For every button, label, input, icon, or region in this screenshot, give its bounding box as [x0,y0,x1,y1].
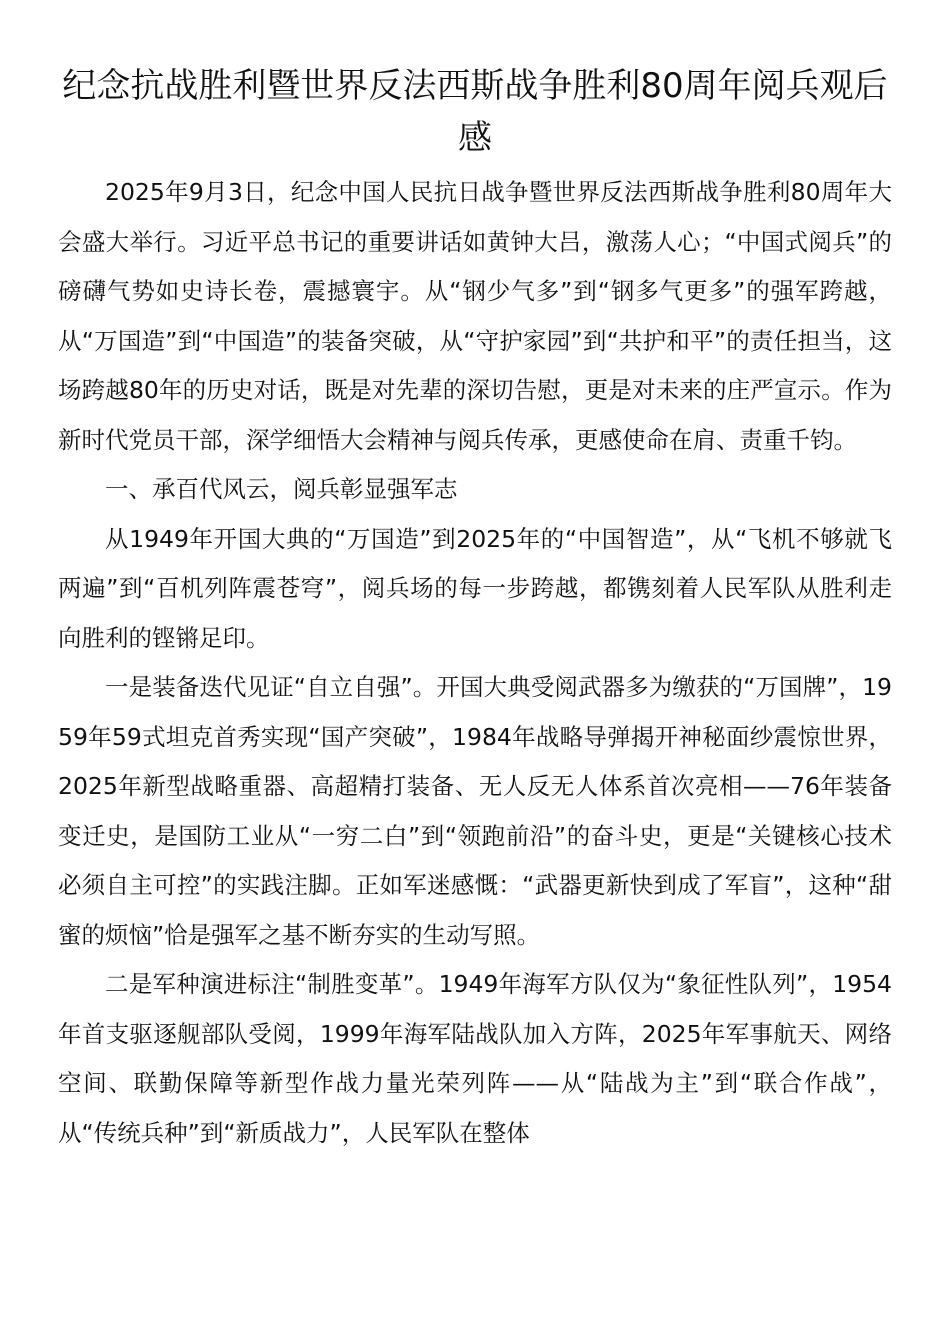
paragraph-equipment: 一是装备迭代见证“自立自强”。开国大典受阅武器多为缴获的“万国牌”，1959年59式坦克首秀实现“国产突破”，1984年战略导弹揭开神秘面纱震惊世界，2025年新型战略重器、高超精打装备、无人反无人体系首次亮相——76年装备变迁史，是国防工业从“一穷二白”到“领跑前沿”的奋斗史，更是“关键核心技术必须自主可控”的实践注脚。正如军迷感慨：“武器更新快到成了军盲”，这种“甜蜜的烦恼”恰是强军之基不断夯实的生动写照。 [58,673,892,949]
document-page [58,60,892,1158]
paragraph-services: 二是军种演进标注“制胜变革”。1949年海军方队仅为“象征性队列”，1954年首支驱逐舰部队受阅，1999年海军陆战队加入方阵，2025年军事航天、网络空间、联勤保障等新型作战力量光荣列阵——从“陆战为主”到“联合作战”，从“传统兵种”到“新质战力”，人民军队在整体 [58,970,892,1147]
section-heading-1: 一、承百代风云，阅兵彰显强军志 [105,475,458,503]
paragraph-section-1-intro: 从1949年开国大典的“万国造”到2025年的“中国智造”，从“飞机不够就飞两遍”到“百机列阵震苍穹”，阅兵场的每一步跨越，都镌刻着人民军队从胜利走向胜利的铿锵足印。 [58,524,892,652]
paragraph-intro: 2025年9月3日，纪念中国人民抗日战争暨世界反法西斯战争胜利80周年大会盛大举行。习近平总书记的重要讲话如黄钟大吕，激荡人心；“中国式阅兵”的磅礴气势如史诗长卷，震撼寰宇。从“钢少气多”到“钢多气更多”的强军跨越，从“万国造”到“中国造”的装备突破，从“守护家园”到“共护和平”的责任担当，这场跨越80年的历史对话，既是对先辈的深切告慰，更是对未来的庄严宣示。作为新时代党员干部，深学细悟大会精神与阅兵传承，更感使命在肩、责重千钧。 [58,178,892,454]
document-title: 纪念抗战胜利暨世界反法西斯战争胜利80周年阅兵观后感 [62,66,888,158]
